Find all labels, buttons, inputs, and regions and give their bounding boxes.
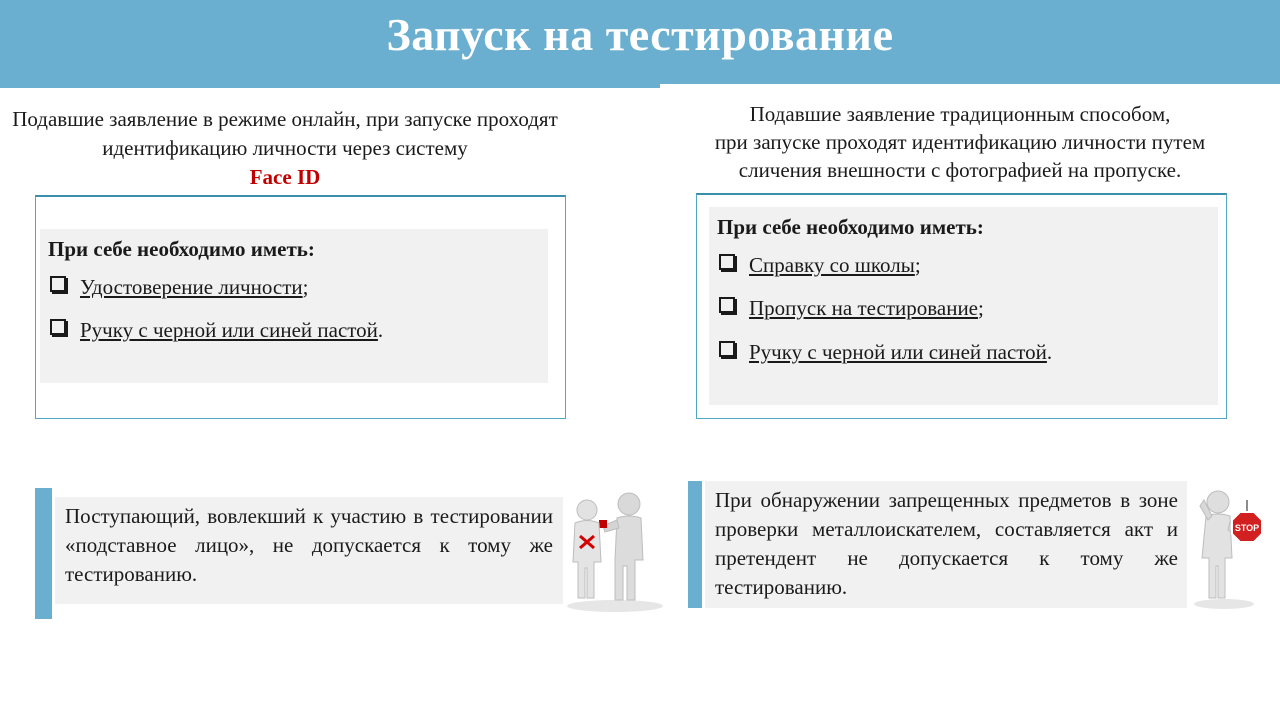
right-intro-line: Подавшие заявление традиционным способом, xyxy=(749,102,1171,126)
left-requirements-box xyxy=(35,195,566,419)
left-note-box xyxy=(55,497,563,604)
right-note-accent-bar xyxy=(688,481,702,608)
two-figures-illustration xyxy=(563,488,667,613)
list-item-text: Ручку с черной или синей пастой xyxy=(80,318,378,342)
face-id-label: Face ID xyxy=(249,165,321,189)
list-item xyxy=(719,296,984,321)
list-item-text: Справку со школы xyxy=(749,253,915,277)
list-item-suffix: . xyxy=(377,318,384,342)
checkbox-icon xyxy=(719,341,735,357)
list-item-text: Пропуск на тестирование xyxy=(749,296,979,320)
left-note-accent-bar xyxy=(35,488,52,619)
header-divider xyxy=(660,84,1280,88)
right-note-box xyxy=(705,481,1187,608)
left-requirements-panel xyxy=(40,229,548,383)
left-intro xyxy=(10,105,560,192)
list-item-suffix: . xyxy=(1046,340,1053,364)
checkbox-icon xyxy=(50,319,66,335)
right-requirements-title: При себе необходимо иметь: xyxy=(717,215,984,239)
list-item-text: Ручку с черной или синей пастой xyxy=(749,340,1047,364)
left-requirements-title: При себе необходимо иметь: xyxy=(48,237,315,261)
right-note-text: При обнаружении запрещенных предметов в зоне проверки металлоискателем, составляется акт и претендент не допускается к тому же тестированию. xyxy=(715,488,1178,599)
right-intro-line: при запуске проходят идентификацию личности путем xyxy=(714,130,1206,154)
list-item-suffix: ; xyxy=(302,275,309,299)
list-item xyxy=(719,253,921,278)
left-note-text: Поступающий, вовлекший к участию в тестировании «подставное лицо», не допускается к тому же тестированию. xyxy=(65,504,553,586)
list-item-suffix: ; xyxy=(978,296,984,320)
stop-sign-text: STOP xyxy=(1234,523,1260,533)
list-item-text: Удостоверение личности xyxy=(80,275,303,299)
page-title: Запуск на тестирование xyxy=(386,9,894,60)
right-requirements-panel xyxy=(709,207,1218,405)
list-item xyxy=(50,275,308,300)
checkbox-icon xyxy=(50,276,66,292)
checkbox-icon xyxy=(719,254,735,270)
list-item xyxy=(50,318,383,343)
right-intro xyxy=(670,100,1250,184)
list-item-suffix: ; xyxy=(914,253,921,277)
stop-figure-illustration xyxy=(1188,486,1274,610)
right-intro-line: сличения внешности с фотографией на пропуске. xyxy=(738,158,1182,182)
right-requirements-box xyxy=(696,193,1227,419)
list-item xyxy=(719,340,1052,365)
left-intro-text: Подавшие заявление в режиме онлайн, при запуске проходят идентификацию личности через систему xyxy=(12,107,558,160)
checkbox-icon xyxy=(719,297,735,313)
